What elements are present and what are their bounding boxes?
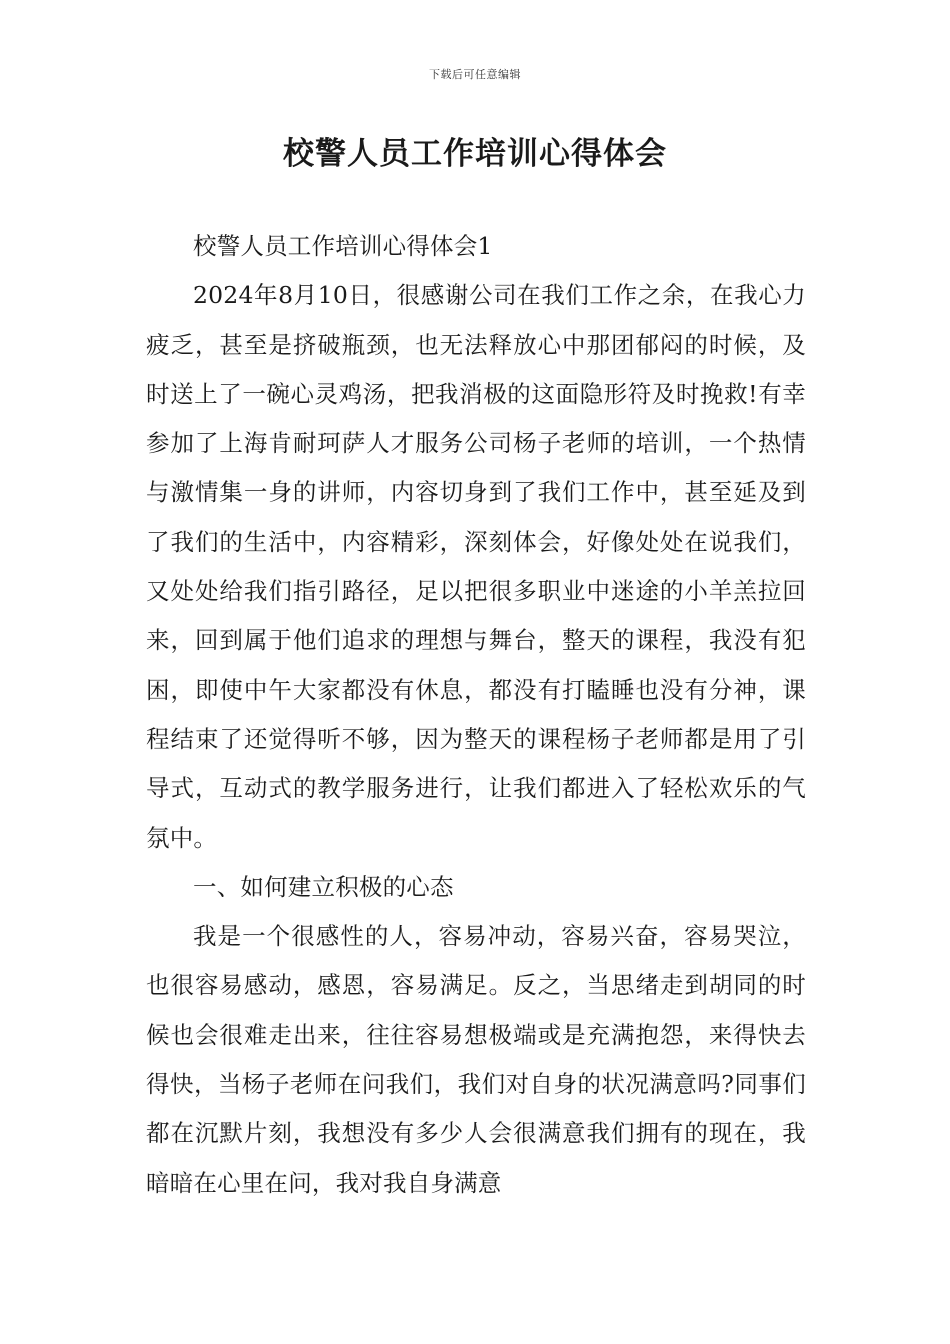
download-note: 下载后可任意编辑 (429, 68, 521, 81)
document-title: 校警人员工作培训心得体会 (283, 136, 667, 172)
section-heading-1: 校警人员工作培训心得体会1 (193, 232, 493, 260)
document-body (146, 222, 806, 1208)
subsection-heading: 一、如何建立积极的心态 (193, 872, 454, 901)
body-paragraph-2: 我是一个很感性的人，容易冲动，容易兴奋，容易哭泣，也很容易感动，感恩，容易满足。反之，当思绪走到胡同的时候也会很难走出来，往往容易想极端或是充满抱怨，来得快去得快，当杨子老师在问我们，我们对自身的状况满意吗?同事们都在沉默片刻，我想没有多少人会很满意我们拥有的现在，我暗暗在心里在问，我对我自身满意 (146, 922, 806, 1197)
body-paragraph-1: 2024年8月10日，很感谢公司在我们工作之余，在我心力疲乏，甚至是挤破瓶颈，也无法释放心中那团郁闷的时候，及时送上了一碗心灵鸡汤，把我消极的这面隐形符及时挽救!有幸参加了上海肯耐珂萨人才服务公司杨子老师的培训，一个热情与激情集一身的讲师，内容切身到了我们工作中，甚至延及到了我们的生活中，内容精彩，深刻体会，好像处处在说我们，又处处给我们指引路径，足以把很多职业中迷途的小羊羔拉回来，回到属于他们追求的理想与舞台，整天的课程，我没有犯困，即使中午大家都没有休息，都没有打瞌睡也没有分神，课程结束了还觉得听不够，因为整天的课程杨子老师都是用了引导式，互动式的教学服务进行，让我们都进入了轻松欢乐的气氛中。 (146, 281, 806, 852)
